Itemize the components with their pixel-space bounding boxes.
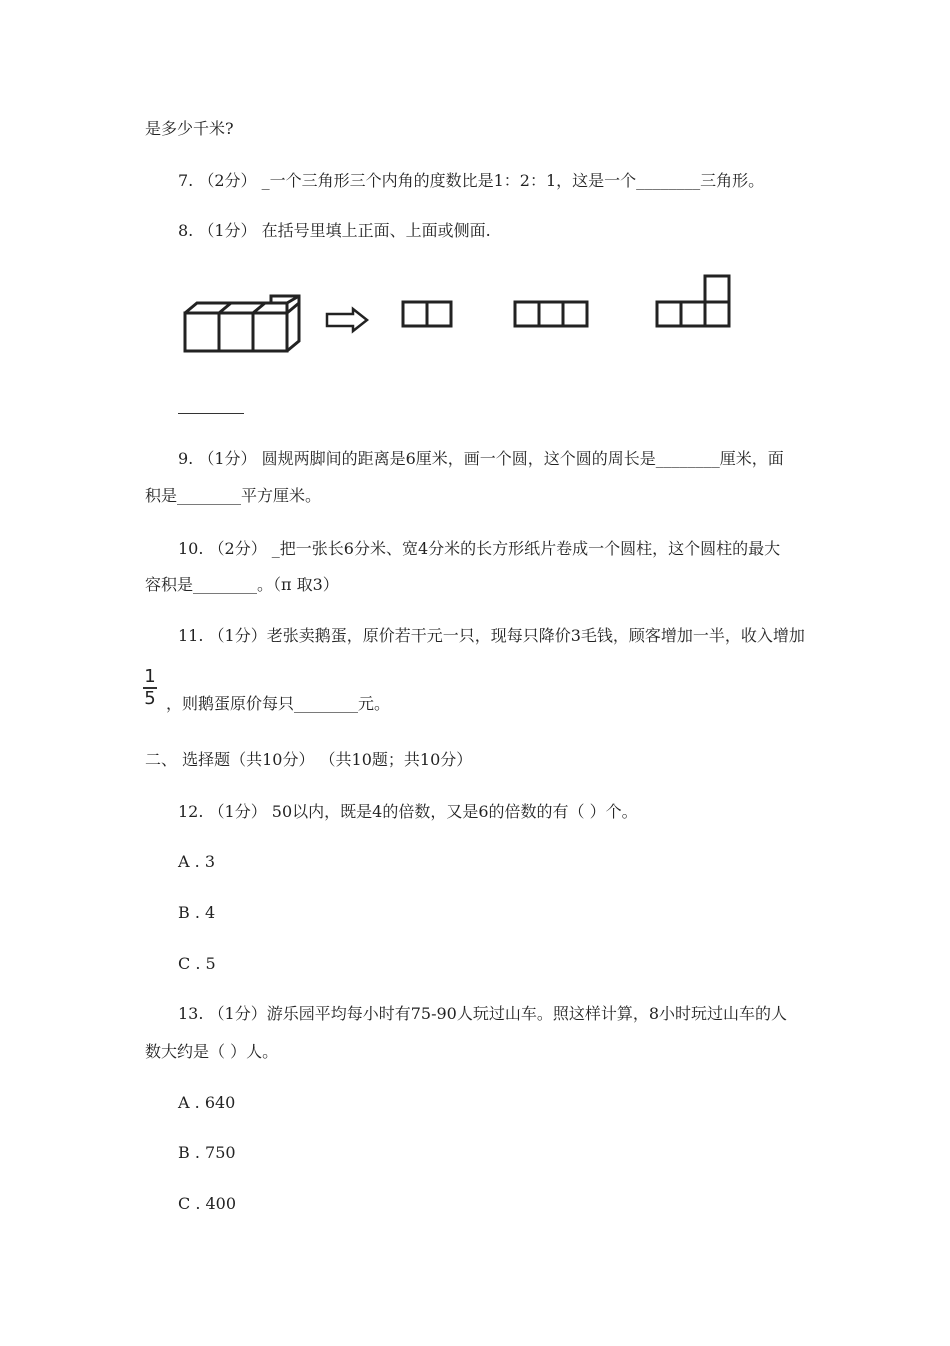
question-11-line2: ，则鹅蛋原价每只________元。 xyxy=(166,694,391,713)
answer-blank-q8[interactable] xyxy=(178,413,244,414)
section-2-heading: 二、 选择题（共10分） （共10题；共10分） xyxy=(145,750,473,769)
fraction-denominator: 5 xyxy=(144,688,156,709)
question-9-line1: 9. （1分） 圆规两脚间的距离是6厘米，画一个圆，这个圆的周长是________厘米，面 xyxy=(178,449,784,468)
q12-option-b[interactable]: B . 4 xyxy=(178,903,216,922)
question-10-line2: 容积是________。（π 取3） xyxy=(145,575,339,594)
fraction-numerator: 1 xyxy=(144,666,156,687)
cube-views-figure xyxy=(175,268,775,368)
question-9-line2: 积是________平方厘米。 xyxy=(145,486,322,505)
question-7: 7. （2分） _一个三角形三个内角的度数比是1：2：1，这是一个________三角形。 xyxy=(178,171,765,190)
question-12: 12. （1分） 50以内，既是4的倍数，又是6的倍数的有（ ）个。 xyxy=(178,802,638,821)
q13-option-a[interactable]: A . 640 xyxy=(178,1093,236,1112)
question-13-line2: 数大约是（ ）人。 xyxy=(145,1042,279,1061)
question-10-line1: 10. （2分） _把一张长6分米、宽4分米的长方形纸片卷成一个圆柱，这个圆柱的最大 xyxy=(178,539,781,558)
q12-option-c[interactable]: C . 5 xyxy=(178,954,216,973)
q13-option-b[interactable]: B . 750 xyxy=(178,1143,236,1162)
question-11-line1: 11. （1分）老张卖鹅蛋，原价若干元一只，现每只降价3毛钱，顾客增加一半，收入增加 xyxy=(178,626,805,645)
question-6-continuation: 是多少千米? xyxy=(145,119,234,138)
question-13-line1: 13. （1分）游乐园平均每小时有75-90人玩过山车。照这样计算，8小时玩过山车的人 xyxy=(178,1004,788,1023)
question-8: 8. （1分） 在括号里填上正面、上面或侧面. xyxy=(178,221,491,240)
q12-option-a[interactable]: A . 3 xyxy=(178,852,215,871)
q13-option-c[interactable]: C . 400 xyxy=(178,1194,237,1213)
fraction-one-fifth xyxy=(143,668,157,708)
